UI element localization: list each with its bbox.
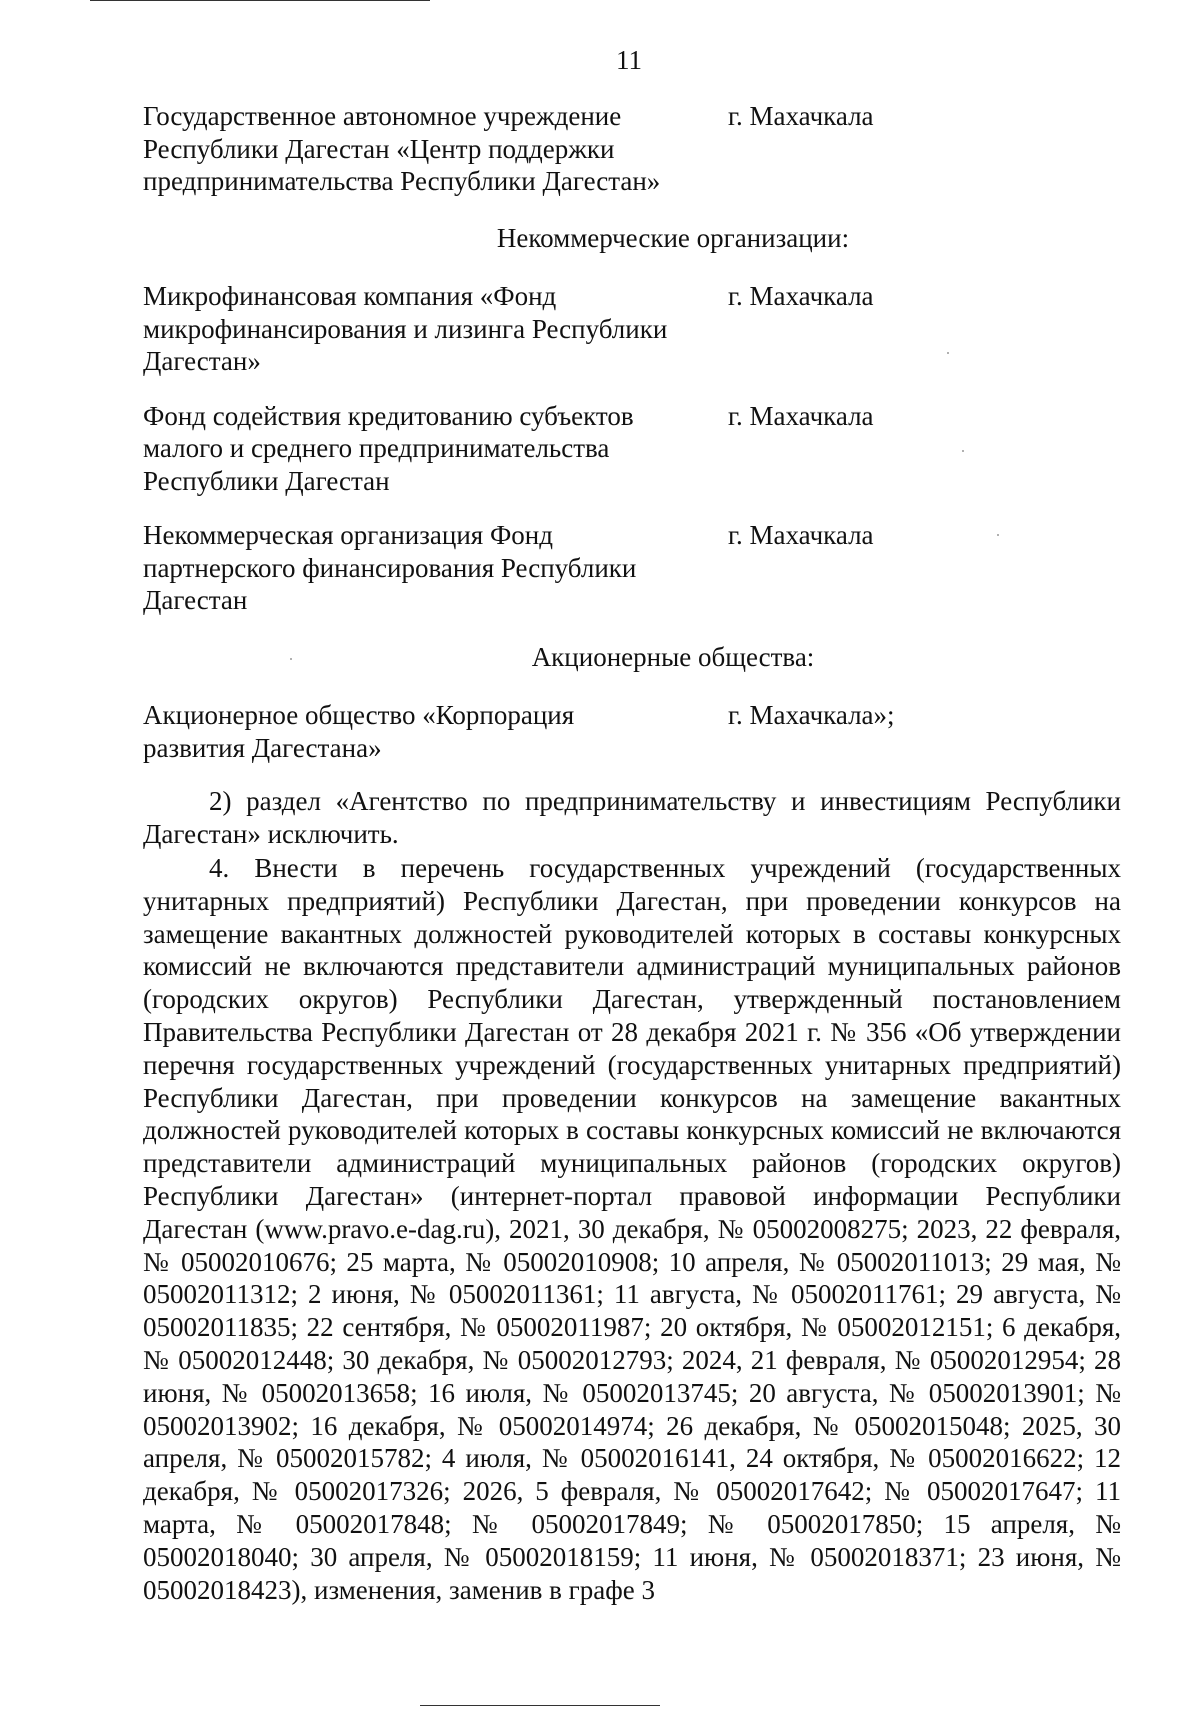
org-entry: [143, 519, 1063, 617]
org-name-line: Некоммерческая организация Фонд: [143, 520, 553, 550]
org-entry: [143, 280, 1063, 378]
org-name-line: Микрофинансовая компания «Фонд: [143, 281, 557, 311]
section-heading-joint-stock: Акционерные общества:: [531, 641, 815, 672]
org-city: г. Махачкала: [728, 101, 874, 131]
org-name-line: предпринимательства Республики Дагестан»: [143, 166, 661, 196]
org-name-line: Фонд содействия кредитованию субъектов: [143, 400, 634, 431]
org-name-line: развития Дагестана»: [143, 732, 382, 763]
org-entry: [143, 699, 1063, 764]
section-heading-noncommercial: Некоммерческие организации:: [496, 222, 850, 253]
org-name-line: Дагестан: [143, 585, 248, 615]
org-city: г. Махачкала: [728, 400, 874, 431]
org-name: [143, 519, 728, 617]
org-name-line: микрофинансирования и лизинга Республики: [143, 313, 668, 344]
org-name-line: Государственное автономное учреждение: [143, 101, 622, 131]
org-city: г. Махачкала»;: [728, 700, 895, 730]
org-name-line: партнерского финансирования Республики: [143, 552, 637, 583]
org-city: г. Махачкала: [728, 281, 874, 311]
organization-list: [143, 100, 1063, 764]
org-name-line: Республики Дагестан «Центр поддержки: [143, 133, 615, 164]
org-name-line: Дагестан»: [143, 346, 261, 376]
org-city: г. Махачкала: [728, 520, 874, 550]
org-name-line: малого и среднего предпринимательства: [143, 433, 610, 463]
org-name: [143, 100, 728, 198]
org-name: [143, 280, 728, 378]
org-name: [143, 699, 728, 764]
scan-edge-top: [90, 0, 430, 1]
org-name-line: Республики Дагестан: [143, 465, 390, 496]
org-entry: [143, 400, 1063, 498]
paragraph-4: 4. Внести в перечень государственных учреждений (государственных унитарных предприятий) Республики Дагестан, при проведении конкурсов на замещение вакантных должностей руководителей которых в составы конкурсных комиссий не включаются представители администраций муниципальных районов (городских округов) Республики Дагестан, утвержденный постановлением Правительства Республики Дагестан от 28 декабря 2021 г. № 356 «Об утверждении перечня государственных учреждений (государственных унитарных предприятий) Республики Дагестан, при проведении конкурсов на замещение вакантных должностей руководителей которых в составы конкурсных комиссий не включаются представители администраций муниципальных районов (городских округов) Республики Дагестан» (интернет-портал правовой информации Республики Дагестан (www.pravo.e-dag.ru), 2021, 30 декабря, № 05002008275; 2023, 22 февраля, № 05002010676; 25 марта, № 05002010908; 10 апреля, № 05002011013; 29 мая, № 05002011312; 2 июня, № 05002011361; 11 августа, № 05002011761; 29 августа, № 05002011835; 22 сентября, № 05002011987; 20 октября, № 05002012151; 6 декабря, № 05002012448; 30 декабря, № 05002012793; 2024, 21 февраля, № 05002012954; 28 июня, № 05002013658; 16 июля, № 05002013745; 20 августа, № 05002013901; № 05002013902; 16 декабря, № 05002014974; 26 декабря, № 05002015048; 2025, 30 апреля, № 05002015782; 4 июля, № 05002016141, 24 октября, № 05002016622; 12 декабря, № 05002017326; 2026, 5 февраля, № 05002017642; № 05002017647; 11 марта, № 05002017848; № 05002017849; № 05002017850; 15 апреля, № 05002018040; 30 апреля, № 05002018159; 11 июня, № 05002018371; 23 июня, № 05002018423), изменения, заменив в графе 3: [143, 853, 1121, 1605]
paragraph-2: 2) раздел «Агентство по предпринимательству и инвестициям Республики Дагестан» исключить.: [143, 786, 1121, 849]
org-entry: [143, 100, 1063, 198]
page-number: 11: [616, 45, 642, 75]
org-name-line: Акционерное общество «Корпорация: [143, 700, 575, 730]
scan-edge-bottom: [420, 1705, 660, 1706]
org-name: [143, 400, 728, 498]
